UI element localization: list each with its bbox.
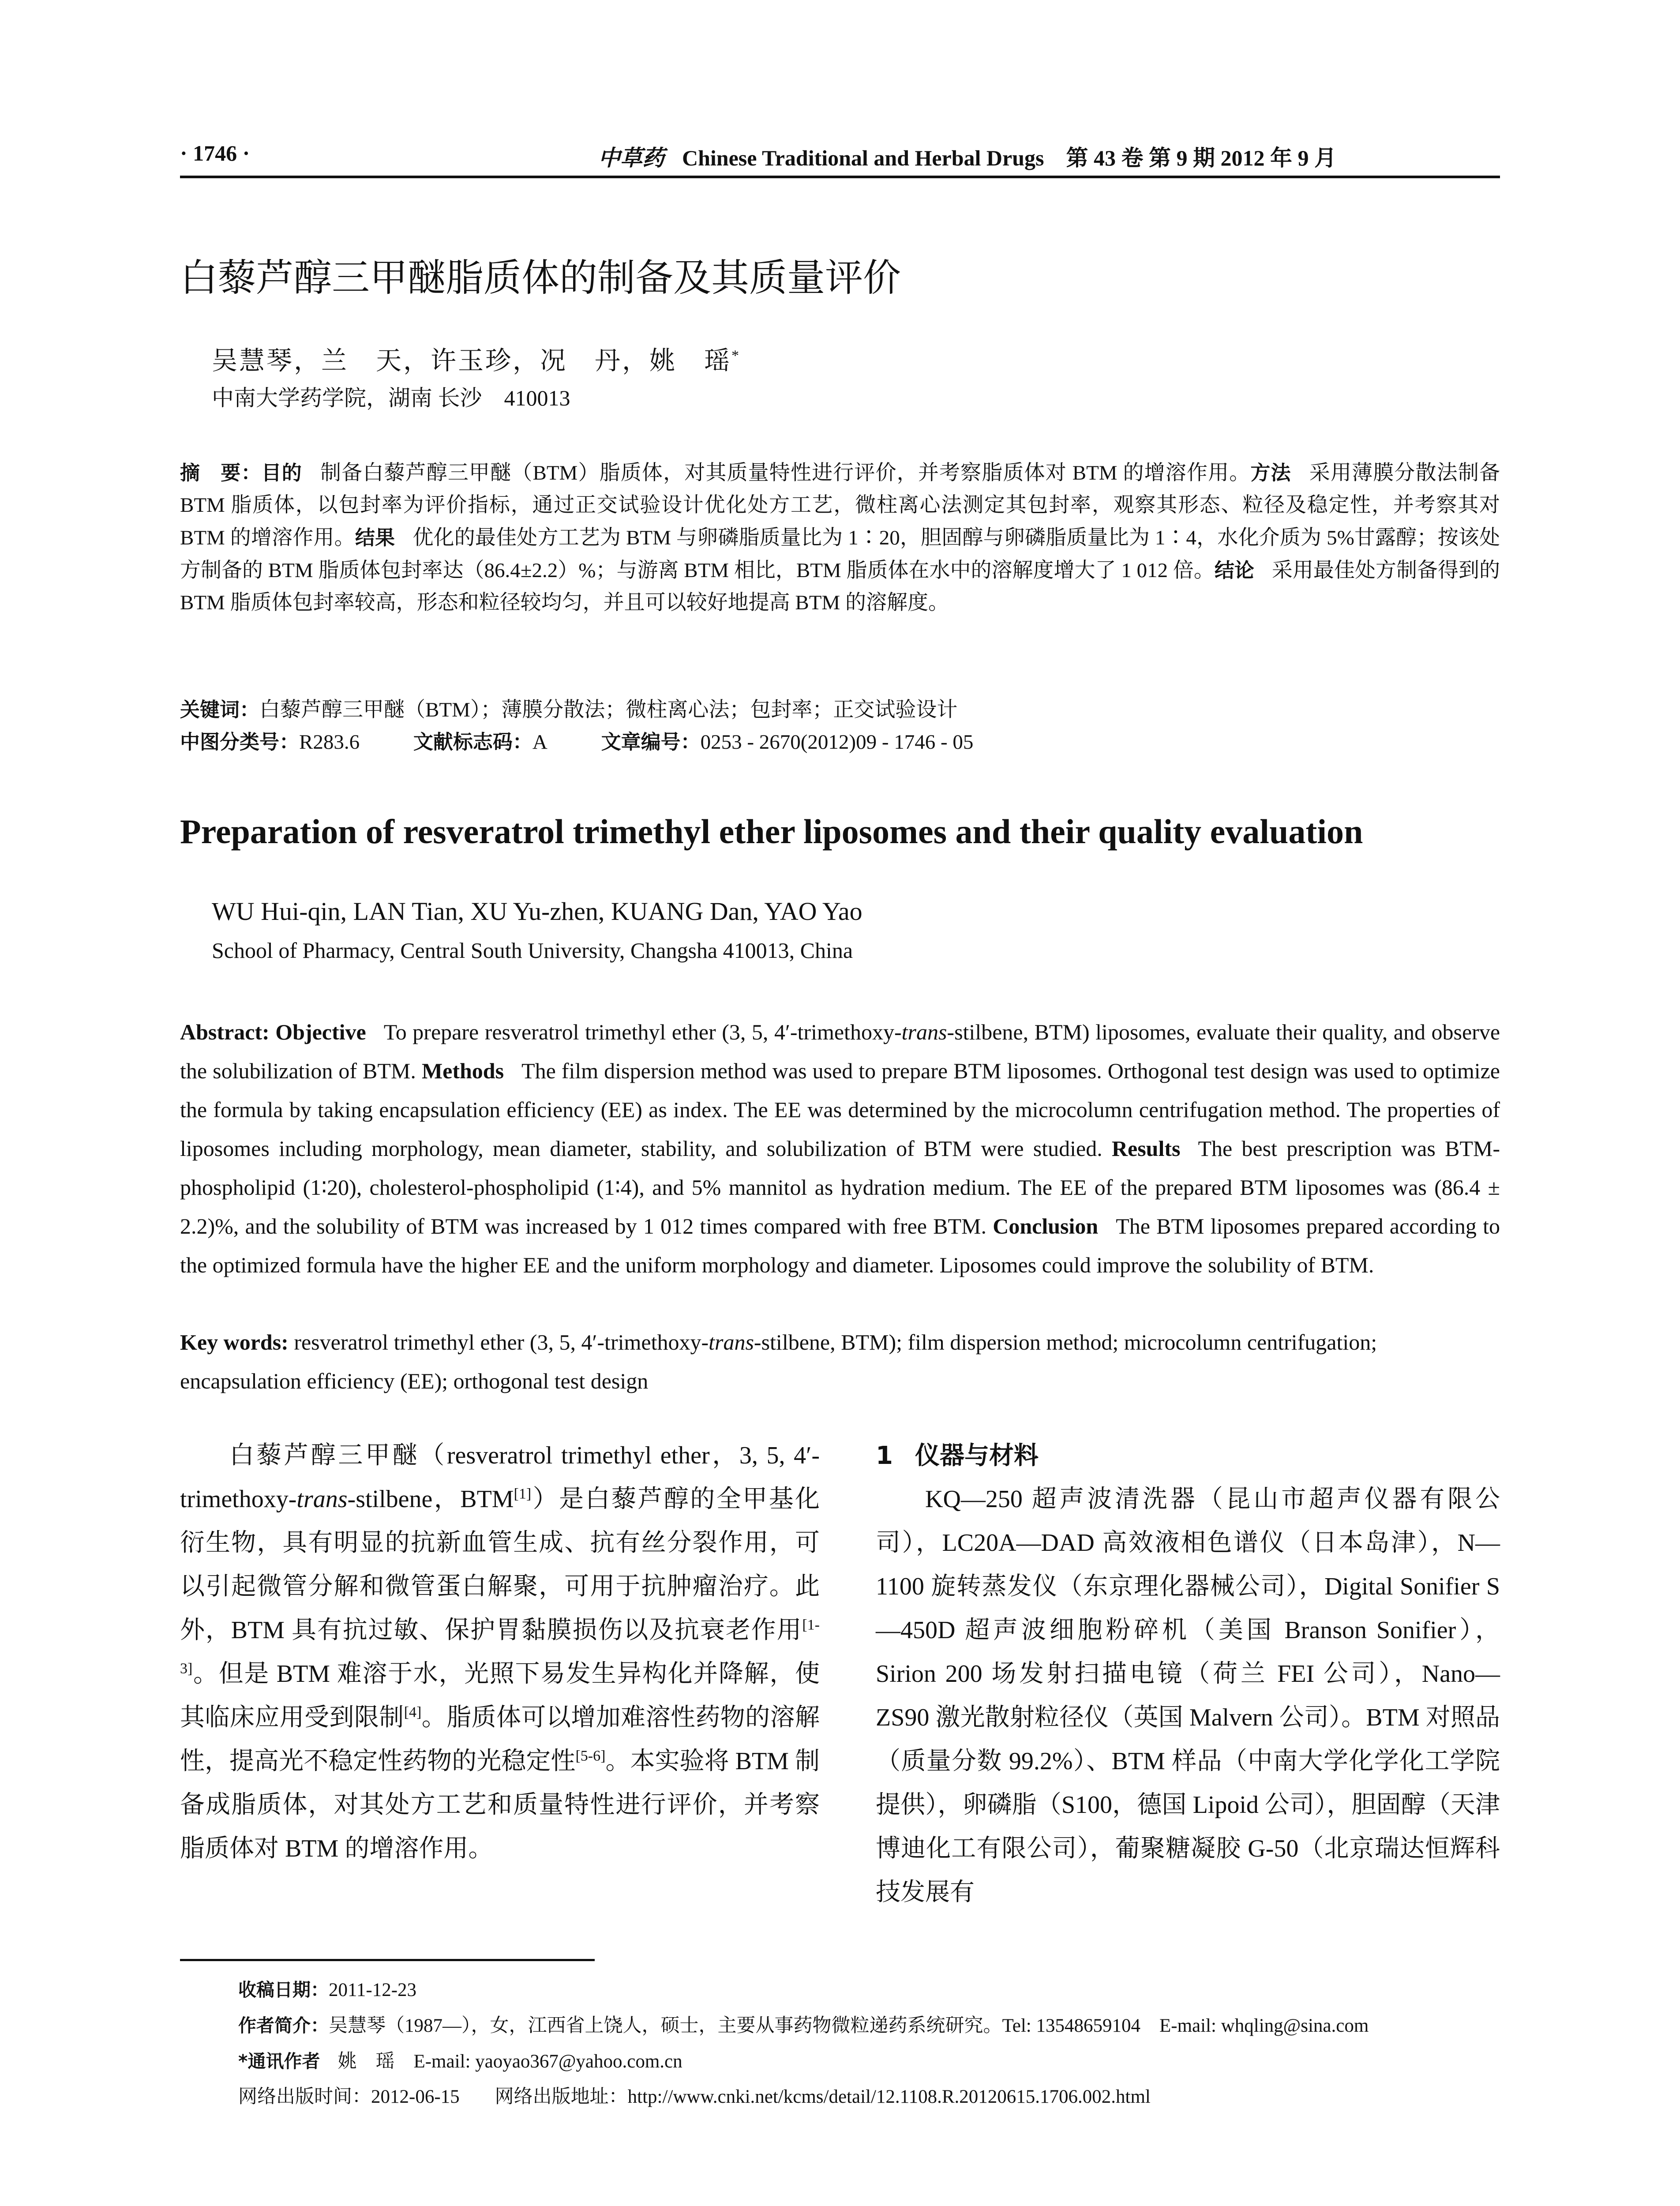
corresponding-author (238, 2044, 1518, 2079)
en-objective-italic: trans (901, 1020, 947, 1044)
intro-text-3: ）是白藜芦醇的全甲基化衍生物，具有明显的抗新血管生成、抗有丝分裂作用，可以引起微管分解和微管蛋白解聚，可用于抗肿瘤治疗。此外，BTM 具有抗过敏、保护胃黏膜损伤以及抗衰老作用 (180, 1486, 820, 1644)
intro-paragraph (180, 1434, 820, 1871)
english-abstract (180, 1013, 1500, 1284)
abstract-label: 摘 要： (180, 461, 262, 484)
corr-value: 姚 瑶 E-mail: yaoyao367@yahoo.com.cn (338, 2051, 682, 2072)
en-keywords-italic: trans (709, 1330, 754, 1354)
en-abstract-label: Abstract: (180, 1020, 270, 1044)
conclusion-label: 结论 (1214, 559, 1254, 582)
results-label: 结果 (355, 526, 395, 549)
clc-value: R283.6 (299, 731, 360, 754)
english-title: Preparation of resveratrol trimethyl ether liposomes and their quality evaluation (180, 812, 1363, 851)
citation-ref[interactable]: [1] (514, 1486, 532, 1502)
keywords-label: 关键词： (180, 698, 260, 721)
doc-code-item (413, 726, 548, 758)
intro-text-6: 。本实验将 BTM 制备成脂质体，对其处方工艺和质量特性进行评价，并考察脂质体对 BTM 的增溶作用。 (180, 1748, 820, 1862)
citation-ref[interactable]: [4] (404, 1704, 422, 1721)
methods-label: 方法 (1250, 461, 1291, 484)
author-bio (238, 2008, 1518, 2044)
clc-item (180, 726, 360, 758)
chinese-authors (212, 340, 741, 377)
online-publication (238, 2079, 1518, 2115)
journal-info: Chinese Traditional and Herbal Drugs 第 43 卷 第 9 期 2012 年 9 月 (682, 146, 1336, 170)
bio-value: 吴慧琴（1987—），女，江西省上饶人，硕士，主要从事药物微粒递药系统研究。Tel: 13548659104 E-mail: whqling@sina.com (329, 2015, 1369, 2036)
journal-brand: 中草药 (598, 146, 664, 170)
intro-text-5: 。脂质体可以增加难溶性药物的溶解性，提高光不稳定性药物的光稳定性 (180, 1704, 820, 1775)
materials-paragraph: KQ—250 超声波清洗器（昆山市超声仪器有限公司），LC20A—DAD 高效液相色谱仪（日本岛津），N—1100 旋转蒸发仪（东京理化器械公司），Digital Sonifier S—450D 超声波细胞粉碎机（美国 Branson Sonifier），Sirion 200 场发射扫描电镜（荷兰 FEI 公司），Nano—ZS90 激光散射粒径仪（英国 Malvern 公司）。BTM 对照品（质量分数 99.2%）、BTM 样品（中南大学化学化工学院提供），卵磷脂（S100，德国 Lipoid 公司），胆固醇（天津博迪化工有限公司），葡聚糖凝胶 G-50（北京瑞达恒辉科技发展有 (876, 1486, 1500, 1906)
english-affiliation: School of Pharmacy, Central South University, Changsha 410013, China (212, 938, 853, 963)
en-conclusion-label: Conclusion (993, 1214, 1099, 1238)
citation-ref[interactable]: [5-6] (575, 1748, 606, 1764)
keywords-text: 白藜芦醇三甲醚（BTM）；薄膜分散法；微柱离心法；包封率；正交试验设计 (259, 698, 958, 721)
methods-text: 采用薄膜分散法制备 BTM 脂质体，以包封率为评价指标，通过正交试验设计优化处方工艺，微柱离心法测定其包封率，观察其形态、粒径及稳定性，并考察其对 BTM 的增溶作用。 (180, 461, 1500, 549)
page-number: · 1746 · (180, 141, 250, 165)
en-keywords-label: Key words: (180, 1330, 289, 1354)
running-header (180, 140, 1500, 178)
journal-header (598, 140, 1336, 172)
en-objective-label: Objective (275, 1020, 366, 1044)
bio-label: 作者简介： (238, 2015, 329, 2036)
online-time-value: 2012-06-15 (371, 2086, 460, 2107)
online-time-label: 网络出版时间： (238, 2086, 371, 2107)
received-value: 2011-12-23 (329, 1980, 417, 2000)
english-authors: WU Hui-qin, LAN Tian, XU Yu-zhen, KUANG Dan, YAO Yao (212, 897, 862, 926)
section-heading (876, 1434, 1500, 1478)
en-conclusion-text: The BTM liposomes prepared according to the optimized formula have the higher EE and the uniform morphology and diameter. Liposomes could improve the solubility of BTM. (180, 1214, 1500, 1277)
section-title: 仪器与材料 (915, 1441, 1039, 1470)
footnotes (238, 1972, 1518, 2115)
doc-code-value: A (532, 731, 548, 754)
chinese-keywords (180, 694, 1500, 726)
en-results-label: Results (1111, 1136, 1181, 1161)
received-label: 收稿日期： (238, 1979, 329, 2000)
body-right-column (876, 1434, 1500, 1914)
chinese-author-list: 吴慧琴，兰 天，许玉珍，况 丹，姚 瑶 (212, 346, 732, 375)
english-keywords (180, 1323, 1500, 1400)
article-number-item (601, 726, 974, 758)
chinese-title: 白藜芦醇三甲醚脂质体的制备及其质量评价 (180, 256, 901, 300)
en-methods-text: The film dispersion method was used to prepare BTM liposomes. Orthogonal test design was used to optimize the formula by taking encapsulation efficiency (EE) as index. The EE was determined by the microcolumn centrifugation method. The properties of liposomes including morphology, mean diameter, stability, and solubilization of BTM were studied. (180, 1058, 1500, 1161)
en-methods-label: Methods (421, 1058, 504, 1083)
section-number: 1 (876, 1441, 893, 1470)
body-left-column (180, 1434, 820, 1871)
citation-ref[interactable]: [1-3] (180, 1617, 820, 1677)
objective-label: 目的 (261, 461, 302, 484)
intro-text-4: 。但是 BTM 难溶于水，光照下易发生异构化并降解，使其临床应用受到限制 (180, 1660, 820, 1731)
en-keywords-text-b: -stilbene, BTM); film dispersion method; microcolumn centrifugation; encapsulation efficiency (EE); orthogonal test design (180, 1330, 1377, 1393)
footnote-divider (180, 1959, 595, 1961)
conclusion-text: 采用最佳处方制备得到的 BTM 脂质体包封率较高，形态和粒径较均匀，并且可以较好地提高 BTM 的溶解度。 (180, 559, 1500, 614)
article-number-value: 0253 - 2670(2012)09 - 1746 - 05 (700, 731, 974, 754)
doc-code-label: 文献标志码： (413, 730, 532, 754)
online-url-label: 网络出版地址： (495, 2086, 628, 2107)
objective-text: 制备白藜芦醇三甲醚（BTM）脂质体，对其质量特性进行评价，并考察脂质体对 BTM 的增溶作用。 (319, 461, 1251, 484)
en-objective-text-b: -stilbene, BTM) liposomes, evaluate their quality, and observe the solubilization of BTM. (180, 1020, 1500, 1083)
intro-text-1: 白藜芦醇三甲醚（resveratrol trimethyl ether，3, 5, 4′-trimethoxy- (180, 1442, 820, 1513)
corr-label: *通讯作者 (238, 2051, 320, 2072)
clc-label: 中图分类号： (180, 730, 300, 754)
article-number-label: 文章编号： (601, 730, 701, 754)
chinese-abstract (180, 457, 1500, 619)
en-objective-text-a: To prepare resveratrol trimethyl ether (3, 5, 4′-trimethoxy- (383, 1020, 902, 1044)
online-url-link[interactable]: http://www.cnki.net/kcms/detail/12.1108.R.20120615.1706.002.html (627, 2086, 1151, 2107)
intro-italic: trans (296, 1486, 348, 1513)
corresponding-mark: * (731, 347, 741, 364)
en-keywords-text-a: resveratrol trimethyl ether (3, 5, 4′-trimethoxy- (294, 1330, 709, 1354)
classification-line (180, 726, 1022, 758)
intro-text-2: -stilbene，BTM (347, 1486, 514, 1513)
received-date (238, 1972, 1518, 2008)
results-text: 优化的最佳处方工艺为 BTM 与卵磷脂质量比为 1∶20，胆固醇与卵磷脂质量比为 1∶4，水化介质为 5%甘露醇；按该处方制备的 BTM 脂质体包封率达（86.4±2.2）%；与游离 BTM 相比，BTM 脂质体在水中的溶解度增大了 1 012 倍。 (180, 526, 1500, 582)
en-results-text: The best prescription was BTM-phospholipid (1∶20), cholesterol-phospholipid (1∶4), and 5% mannitol as hydration medium. The EE of the prepared BTM liposomes was (86.4 ± 2.2)%, and the solubility of BTM was increased by 1 012 times compared with free BTM. (180, 1136, 1500, 1238)
chinese-affiliation: 中南大学药学院，湖南 长沙 410013 (212, 386, 570, 410)
